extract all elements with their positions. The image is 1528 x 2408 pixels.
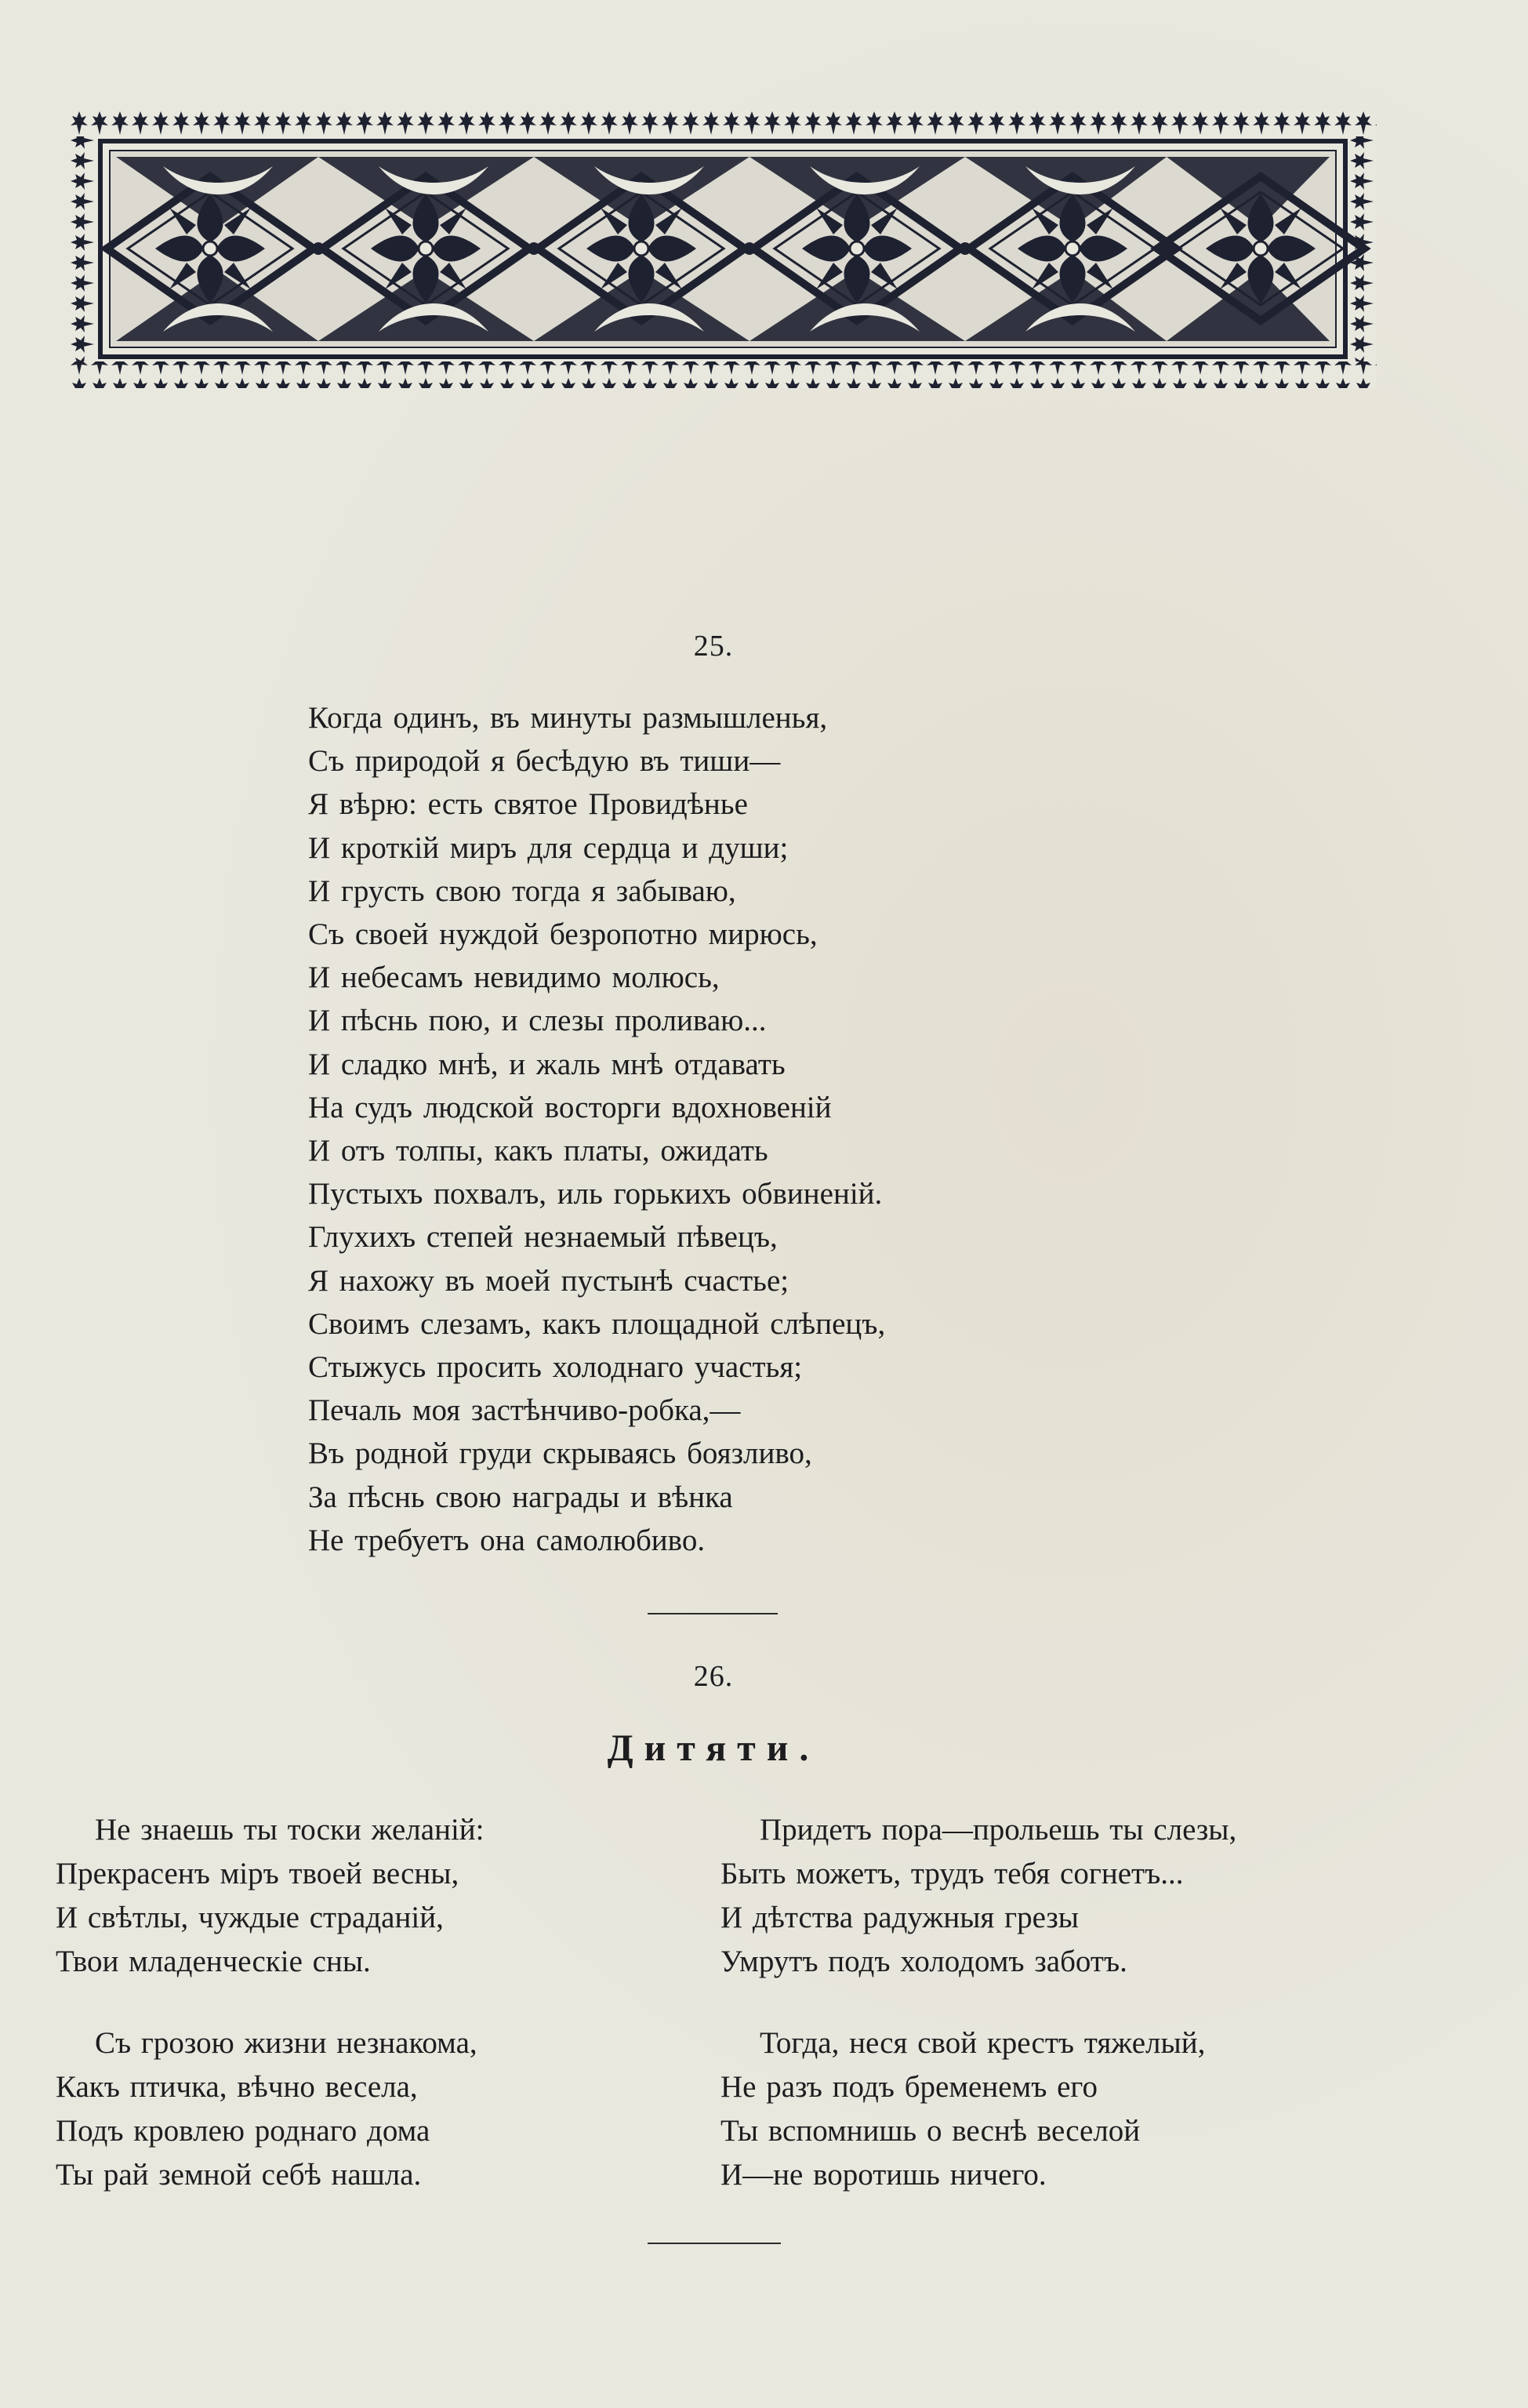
verse-line: За пѣснь свою награды и вѣнка — [308, 1480, 733, 1514]
verse-line: Быть можетъ, трудъ тебя согнетъ... — [720, 1857, 1184, 1890]
verse-line: Пустыхъ похвалъ, иль горькихъ обвиненій. — [308, 1177, 883, 1211]
verse-line: И дѣтства радужныя грезы — [720, 1901, 1080, 1934]
verse-line: Своимъ слезамъ, какъ площадной слѣпецъ, — [308, 1306, 886, 1341]
stanza-4 — [720, 2021, 1205, 2197]
verse-line: Съ своей нуждой безропотно мирюсь, — [308, 917, 818, 952]
poem-title: Дитяти. — [607, 1727, 820, 1769]
verse-line: И грусть свою тогда я забываю, — [308, 873, 736, 908]
verse-line: Не знаешь ты тоски желаній: — [95, 1813, 485, 1847]
verse-line: И отъ толпы, какъ платы, ожидать — [308, 1134, 768, 1168]
stanza-1 — [56, 1808, 485, 1984]
verse-line: Печаль моя застѣнчиво-робка,— — [308, 1393, 741, 1428]
verse-line: Съ природой я бесѣдую въ тиши— — [308, 744, 781, 779]
verse-line: Умрутъ подъ холодомъ заботъ. — [720, 1945, 1127, 1978]
verse-line: Глухихъ степей незнаемый пѣвецъ, — [308, 1220, 778, 1255]
verse-line: Когда одинъ, въ минуты размышленья, — [308, 701, 828, 735]
verse-line: На судъ людской восторги вдохновеній — [308, 1090, 832, 1124]
verse-line: Ты вспомнишь о веснѣ веселой — [720, 2114, 1141, 2148]
verse-line: Какъ птичка, вѣчно весела, — [56, 2070, 418, 2104]
poem-number-25: 25. — [693, 630, 734, 663]
verse-line: Я нахожу въ моей пустынѣ счастье; — [308, 1263, 789, 1298]
verse-line: Тогда, неся свой крестъ тяжелый, — [760, 2026, 1206, 2060]
verse-line: Твои младенческіе сны. — [56, 1945, 371, 1978]
verse-line: Не разъ подъ бременемъ его — [720, 2070, 1098, 2104]
verse-line: Подъ кровлею роднаго дома — [56, 2114, 430, 2148]
stanza-2 — [720, 1808, 1236, 1984]
verse-line: И свѣтлы, чуждые страданій, — [56, 1901, 444, 1934]
verse-line: И сладко мнѣ, и жаль мнѣ отдавать — [308, 1047, 786, 1081]
verse-line: Въ родной груди скрываясь боязливо, — [308, 1436, 812, 1471]
verse-line: Придетъ пора—прольешь ты слезы, — [760, 1813, 1237, 1847]
verse-line: И небесамъ невидимо молюсь, — [308, 961, 720, 995]
end-rule — [648, 2243, 781, 2244]
verse-line: Съ грозою жизни незнакома, — [95, 2026, 477, 2060]
verse-line: И—не воротишь ничего. — [720, 2158, 1047, 2192]
stanza-3 — [56, 2021, 477, 2197]
verse-line: И пѣснь пою, и слезы проливаю... — [308, 1004, 767, 1038]
verse-line: Стыжусь просить холоднаго участья; — [308, 1350, 803, 1385]
verse-line: Ты рай земной себѣ нашла. — [56, 2158, 422, 2192]
poem-number-26: 26. — [693, 1660, 734, 1693]
verse-line: Прекрасенъ міръ твоей весны, — [56, 1857, 459, 1890]
separator-rule — [648, 1613, 778, 1614]
ornament-headpiece-icon — [69, 110, 1377, 388]
verse-line: Я вѣрю: есть святое Провидѣнье — [308, 787, 748, 822]
verse-line: И кроткій миръ для сердца и души; — [308, 830, 789, 865]
poem-25-text — [308, 696, 885, 1562]
verse-line: Не требуетъ она самолюбиво. — [308, 1523, 706, 1557]
